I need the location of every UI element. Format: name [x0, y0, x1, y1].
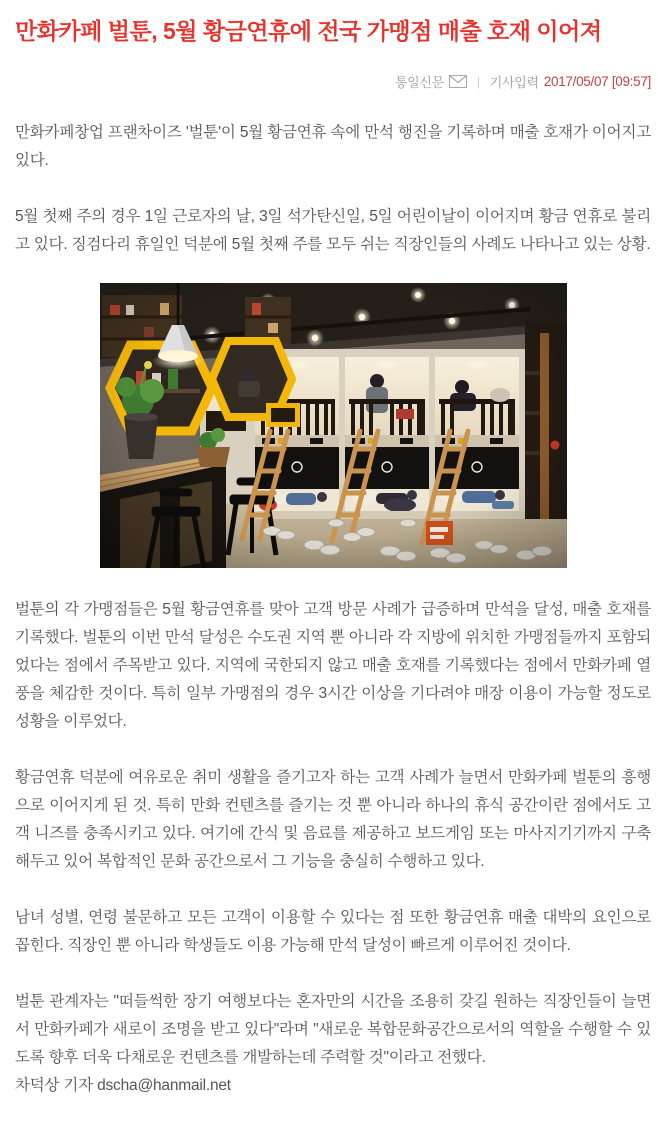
paragraph: 5월 첫째 주의 경우 1일 근로자의 날, 3일 석가탄신일, 5일 어린이날이 이어지며 황금 연휴로 불리고 있다. 징검다리 휴일인 덕분에 5월 첫째 주를 모두 쉬는 직장인들의 사례도 나타나고 있는 상황.: [15, 208, 651, 253]
date-value: 2017/05/07 [09:57]: [543, 74, 651, 89]
reporter-line: 차덕상 기자 dscha@hanmail.net: [15, 1077, 231, 1094]
mail-envelope-icon[interactable]: [449, 75, 467, 88]
paragraph: 만화카페창업 프랜차이즈 '벌툰'이 5월 황금연휴 속에 만석 행진을 기록하며 매출 호재가 이어지고 있다.: [15, 124, 651, 169]
byline-separator: |: [476, 74, 480, 89]
paragraph: 벌툰의 각 가맹점들은 5월 황금연휴를 맞아 고객 방문 사례가 급증하며 만석을 달성, 매출 호재를 기록했다. 벌툰의 이번 만석 달성은 수도권 지역 뿐 아니라 각 지방에 위치한 가맹점들까지 포함되었다는 점에서 주목받고 있다. 지역에 국한되지 않고 매출 호재를 기록했다는 점에서 만화카페 열풍을 체감한 것이다. 특히 일부 가맹점의 경우 3시간 이상을 기다려야 매장 이용이 가능할 정도로 성황을 이루었다.: [15, 601, 651, 730]
article-photo-illustration: [100, 283, 567, 568]
source-name[interactable]: 통일신문: [394, 75, 444, 90]
byline: [15, 72, 651, 91]
paragraph: 황금연휴 덕분에 여유로운 취미 생활을 즐기고자 하는 고객 사례가 늘면서 만화카페 벌툰의 흥행으로 이어지게 된 것. 특히 만화 컨텐츠를 즐기는 것 뿐 아니라 하나의 휴식 공간이란 점에서도 고객 니즈를 충족시키고 있다. 여기에 간식 및 음료를 제공하고 보드게임 또는 마사지기기까지 구축해두고 있어 복합적인 문화 공간으로서 그 기능을 충실히 수행하고 있다.: [15, 769, 651, 870]
paragraph: 벌툰 관계자는 "떠들썩한 장기 여행보다는 혼자만의 시간을 조용히 갖길 원하는 직장인들이 늘면서 만화카페가 새로이 조명을 받고 있다"라며 "새로운 복합문화공간으로서의 역할을 수행할 수 있도록 향후 더욱 다채로운 컨텐츠를 개발하는데 주력할 것"이라고 전했다.: [15, 993, 651, 1066]
date-label: 기사입력: [489, 75, 539, 90]
paragraph: 남녀 성별, 연령 불문하고 모든 고객이 이용할 수 있다는 점 또한 황금연휴 매출 대박의 요인으로 꼽힌다. 직장인 뿐 아니라 학생들도 이용 가능해 만석 달성이 빠르게 이루어진 것이다.: [15, 909, 651, 954]
article-title: 만화카페 벌툰, 5월 황금연휴에 전국 가맹점 매출 호재 이어져: [15, 18, 602, 44]
article-photo: [15, 283, 651, 568]
